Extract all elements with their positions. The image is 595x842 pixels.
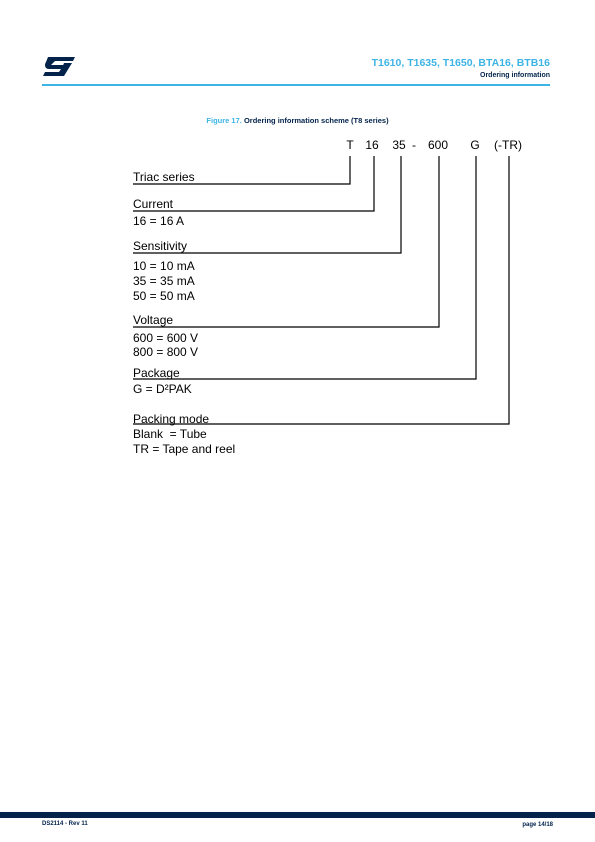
field-label-package: Package bbox=[133, 366, 180, 380]
footer-doc-id: DS2114 - Rev 11 bbox=[42, 821, 88, 827]
footer-bar bbox=[0, 812, 595, 818]
code-part-package: G bbox=[470, 138, 480, 152]
field-value: 600 = 600 V bbox=[133, 331, 199, 345]
document-title: T1610, T1635, T1650, BTA16, BTB16 bbox=[371, 57, 550, 69]
field-label-current: Current bbox=[133, 197, 174, 211]
field-label-voltage: Voltage bbox=[133, 313, 174, 327]
figure-title: Ordering information scheme (T8 series) bbox=[243, 116, 389, 125]
field-value: 10 = 10 mA bbox=[133, 259, 195, 273]
field-value: 50 = 50 mA bbox=[133, 289, 195, 303]
code-part-packing: (-TR) bbox=[494, 138, 522, 152]
field-label-series: Triac series bbox=[133, 170, 195, 184]
field-value: 16 = 16 A bbox=[133, 214, 185, 228]
field-label-packing: Packing mode bbox=[133, 412, 210, 426]
field-label-sensitivity: Sensitivity bbox=[133, 239, 188, 253]
code-part-sensitivity: 35 bbox=[392, 138, 406, 152]
code-part-dash: - bbox=[412, 138, 416, 152]
figure-number: Figure 17. bbox=[206, 116, 242, 125]
code-part-voltage: 600 bbox=[427, 138, 449, 152]
field-value: TR = Tape and reel bbox=[133, 442, 236, 456]
code-part-current: 16 bbox=[365, 138, 379, 152]
field-value: G = D²PAK bbox=[133, 382, 192, 396]
section-title: Ordering information bbox=[480, 72, 550, 79]
field-value: 35 = 35 mA bbox=[133, 274, 195, 288]
field-value: 800 = 800 V bbox=[133, 345, 199, 359]
footer-page-number: page 14/18 bbox=[522, 822, 553, 828]
code-part-series: T bbox=[346, 138, 354, 152]
field-value: Blank = Tube bbox=[133, 427, 207, 441]
